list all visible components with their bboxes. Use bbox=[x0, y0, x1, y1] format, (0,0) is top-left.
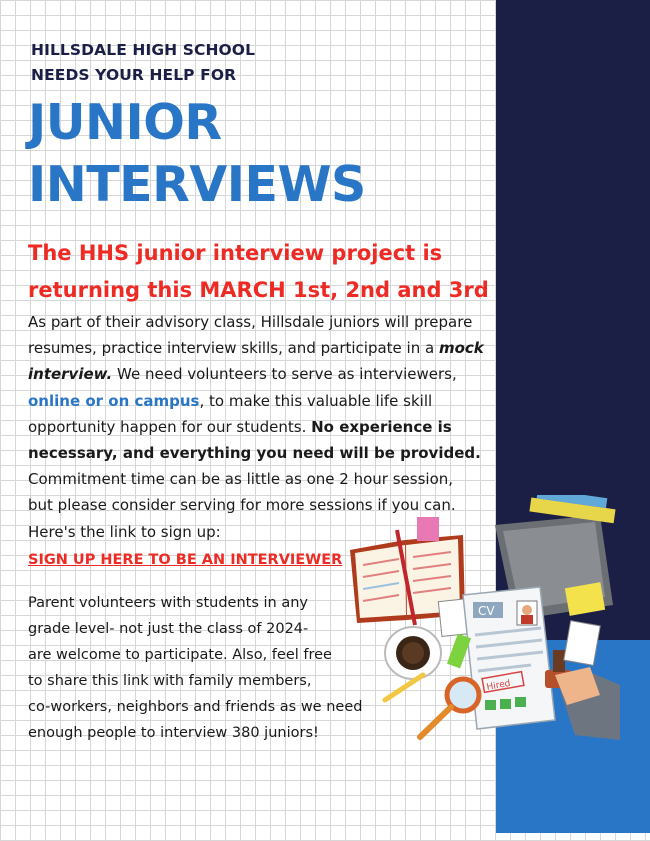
no-experience-emphasis: No experience is bbox=[311, 417, 452, 436]
body-line-4-text: , to make this valuable life skill bbox=[199, 391, 433, 410]
mock-emphasis: mock bbox=[438, 339, 484, 358]
highlighter-icon bbox=[447, 634, 471, 669]
body-line-8: but please consider serving for more sessions if you can. bbox=[28, 496, 456, 515]
title-line-2: INTERVIEWS bbox=[28, 156, 366, 213]
parents-line-6: enough people to interview 380 juniors! bbox=[28, 725, 319, 741]
title-line-1: JUNIOR bbox=[28, 94, 222, 151]
sticky-note-icon bbox=[417, 517, 439, 541]
signup-link[interactable]: SIGN UP HERE TO BE AN INTERVIEWER bbox=[28, 552, 343, 568]
headline-line-2: returning this MARCH 1st, 2nd and 3rd bbox=[28, 278, 489, 302]
parents-line-3: are welcome to participate. Also, feel free bbox=[28, 647, 332, 663]
headline bbox=[28, 235, 498, 309]
body-line-5-text: opportunity happen for our students. bbox=[28, 417, 312, 436]
main-title bbox=[28, 92, 366, 216]
online-campus-highlight: online or on campus bbox=[28, 391, 200, 410]
body-line-2-text: resumes, practice interview skills, and participate in a bbox=[28, 339, 439, 358]
cv-label: CV bbox=[478, 604, 495, 618]
kicker-heading bbox=[31, 38, 255, 88]
kicker-line-1: HILLSDALE HIGH SCHOOL bbox=[31, 41, 256, 59]
parents-line-5: co-workers, neighbors and friends as we need bbox=[28, 699, 363, 715]
body-line-7: Commitment time can be as little as one 2 hour session, bbox=[28, 470, 454, 489]
body-line-3 bbox=[28, 361, 498, 387]
magnifying-glass-icon bbox=[420, 679, 479, 737]
body-line-1: As part of their advisory class, Hillsdale juniors will prepare bbox=[28, 313, 473, 331]
body-line-9: Here's the link to sign up: bbox=[28, 522, 221, 541]
parents-line-1: Parent volunteers with students in any bbox=[28, 595, 308, 611]
body-line-6: necessary, and everything you need will be provided. bbox=[28, 444, 481, 463]
small-notepad-icon bbox=[564, 621, 600, 666]
kicker-line-2: NEEDS YOUR HELP FOR bbox=[31, 66, 237, 84]
interview-emphasis: interview. bbox=[28, 365, 113, 384]
interview-desk-illustration bbox=[345, 495, 620, 755]
cv-document-icon bbox=[463, 587, 555, 729]
parents-line-2: grade level- not just the class of 2024- bbox=[28, 621, 309, 637]
body-line-4 bbox=[28, 388, 498, 414]
parents-paragraph bbox=[28, 590, 362, 746]
body-line-3-text: We need volunteers to serve as interviewers, bbox=[112, 365, 457, 384]
body-line-2 bbox=[28, 335, 498, 361]
headline-line-1: The HHS junior interview project is bbox=[28, 241, 443, 265]
coffee-cup-icon bbox=[385, 627, 441, 679]
pencil-icon bbox=[385, 675, 423, 700]
hired-stamp-label: Hired bbox=[485, 678, 512, 693]
body-line-5 bbox=[28, 414, 498, 440]
parents-line-4: to share this link with family members, bbox=[28, 673, 312, 689]
